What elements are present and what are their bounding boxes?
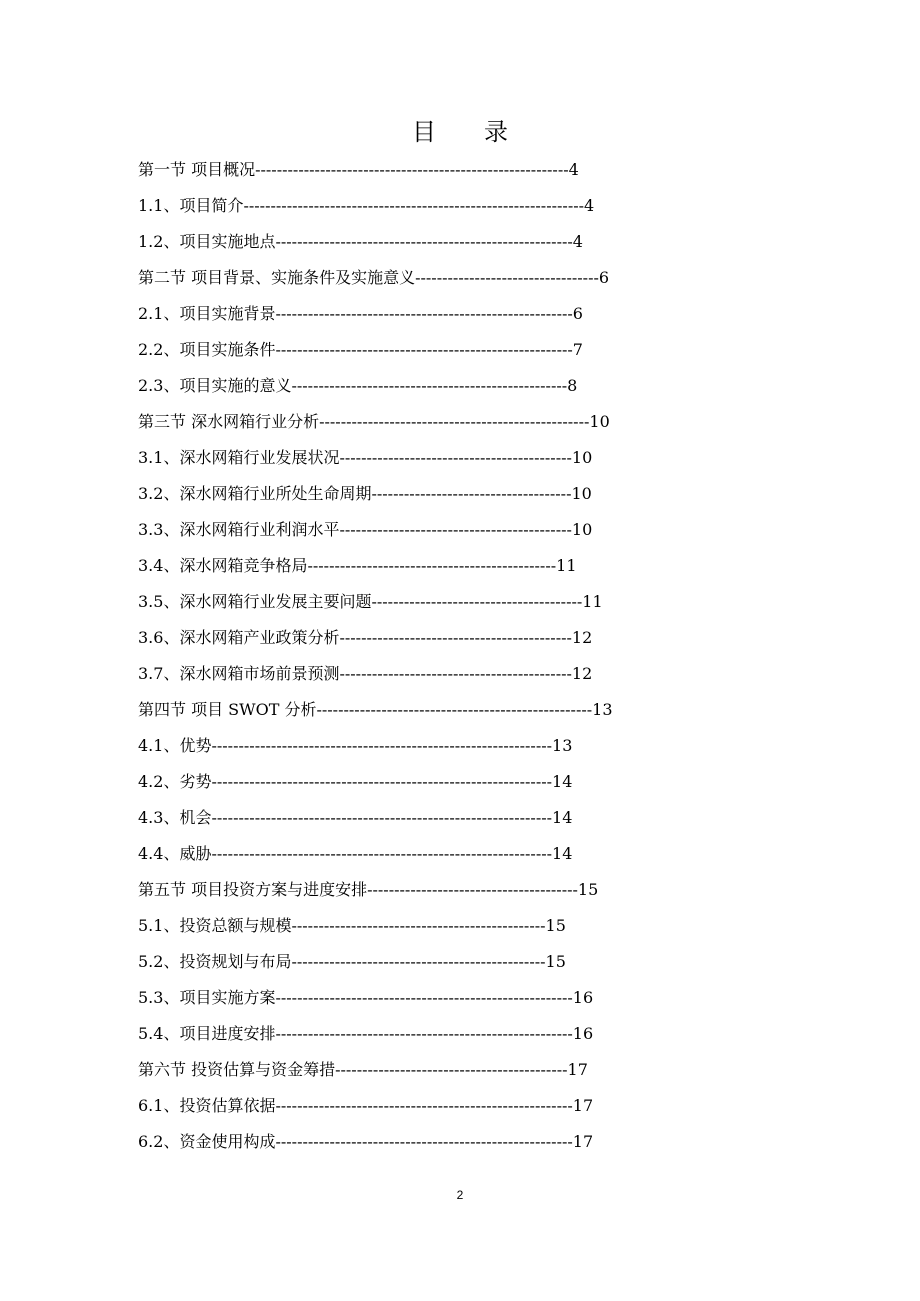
- toc-entry-section-1[interactable]: 第一节 项目概况----------------------------------------------------------4: [138, 160, 579, 179]
- toc-entry-1-1[interactable]: 1.1、项目简介---------------------------------------------------------------4: [138, 196, 595, 215]
- page-number: 2: [456, 1188, 464, 1202]
- toc-entry-4-4[interactable]: 4.4、威胁---------------------------------------------------------------14: [138, 844, 573, 863]
- toc-entry-3-5[interactable]: 3.5、深水网箱行业发展主要问题---------------------------------------11: [138, 592, 603, 611]
- toc-entry-4-1[interactable]: 4.1、优势---------------------------------------------------------------13: [138, 736, 573, 755]
- toc-entry-2-3[interactable]: 2.3、项目实施的意义---------------------------------------------------8: [138, 376, 578, 395]
- toc-entry-4-3[interactable]: 4.3、机会---------------------------------------------------------------14: [138, 808, 573, 827]
- toc-entry-6-2[interactable]: 6.2、资金使用构成-------------------------------------------------------17: [138, 1132, 594, 1151]
- toc-entry-section-5[interactable]: 第五节 项目投资方案与进度安排---------------------------------------15: [138, 880, 599, 899]
- toc-entry-2-2[interactable]: 2.2、项目实施条件-------------------------------------------------------7: [138, 340, 583, 359]
- toc-entry-3-4[interactable]: 3.4、深水网箱竞争格局----------------------------------------------11: [138, 556, 577, 575]
- toc-entry-2-1[interactable]: 2.1、项目实施背景-------------------------------------------------------6: [138, 304, 583, 323]
- toc-entry-section-6[interactable]: 第六节 投资估算与资金筹措-------------------------------------------17: [138, 1060, 588, 1079]
- toc-entry-section-4[interactable]: 第四节 项目 SWOT 分析---------------------------------------------------13: [138, 700, 613, 719]
- toc-entry-1-2[interactable]: 1.2、项目实施地点-------------------------------------------------------4: [138, 232, 583, 251]
- toc-entry-5-2[interactable]: 5.2、投资规划与布局-----------------------------------------------15: [138, 952, 566, 971]
- toc-entry-3-1[interactable]: 3.1、深水网箱行业发展状况-------------------------------------------10: [138, 448, 593, 467]
- toc-entry-section-2[interactable]: 第二节 项目背景、实施条件及实施意义----------------------------------6: [138, 268, 610, 287]
- toc-entry-6-1[interactable]: 6.1、投资估算依据-------------------------------------------------------17: [138, 1096, 594, 1115]
- toc-entry-section-3[interactable]: 第三节 深水网箱行业分析--------------------------------------------------10: [138, 412, 610, 431]
- toc-entry-3-7[interactable]: 3.7、深水网箱市场前景预测-------------------------------------------12: [138, 664, 593, 683]
- toc-entry-5-1[interactable]: 5.1、投资总额与规模-----------------------------------------------15: [138, 916, 566, 935]
- toc-entry-3-2[interactable]: 3.2、深水网箱行业所处生命周期-------------------------------------10: [138, 484, 592, 503]
- toc-entry-5-3[interactable]: 5.3、项目实施方案-------------------------------------------------------16: [138, 988, 594, 1007]
- toc-entry-3-3[interactable]: 3.3、深水网箱行业利润水平-------------------------------------------10: [138, 520, 593, 539]
- toc-title: 目 录: [412, 118, 508, 146]
- toc-entry-3-6[interactable]: 3.6、深水网箱产业政策分析-------------------------------------------12: [138, 628, 593, 647]
- toc-entry-4-2[interactable]: 4.2、劣势---------------------------------------------------------------14: [138, 772, 573, 791]
- toc-entry-5-4[interactable]: 5.4、项目进度安排-------------------------------------------------------16: [138, 1024, 594, 1043]
